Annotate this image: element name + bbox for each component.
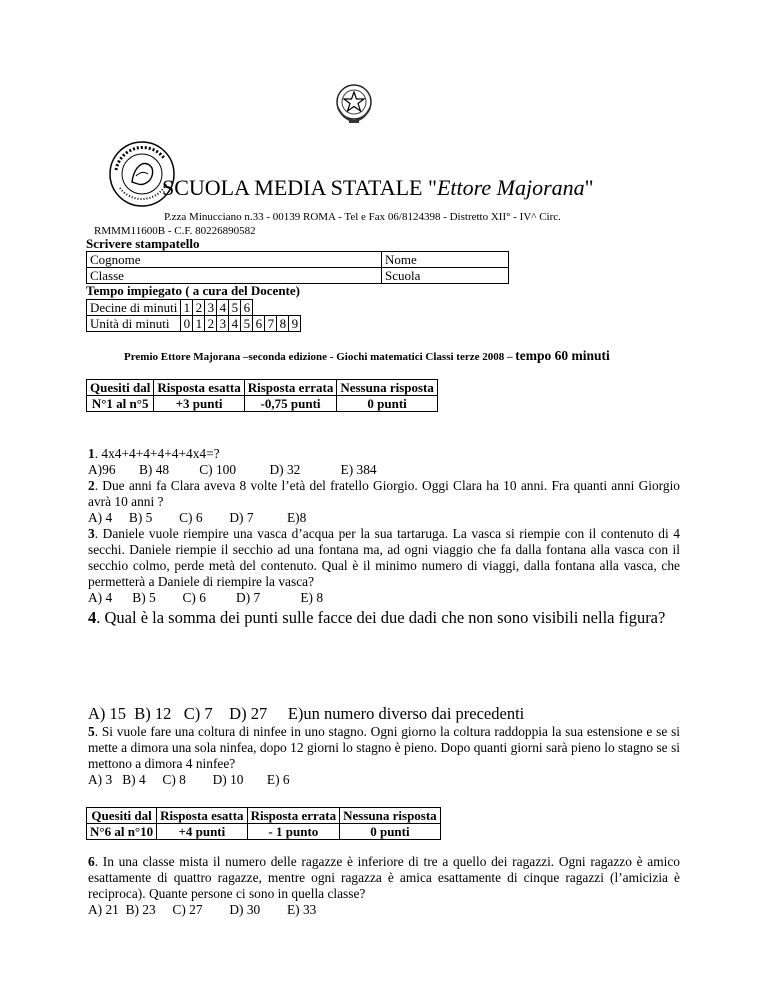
score1-h0: Quesiti dal — [87, 380, 154, 396]
score-table-1 — [86, 379, 438, 412]
question-1: 1. 4x4+4+4+4+4+4x4=? — [88, 446, 220, 461]
score-table-2 — [86, 807, 441, 840]
unita-cell[interactable]: 0 — [181, 316, 193, 332]
decine-cell[interactable]: 2 — [193, 300, 205, 316]
score2-h3: Nessuna risposta — [340, 808, 441, 824]
time-heading: Tempo impiegato ( a cura del Docente) — [86, 283, 300, 298]
score1-c3: 0 punti — [337, 396, 438, 412]
unita-cell[interactable]: 8 — [277, 316, 289, 332]
republic-emblem-icon — [334, 82, 374, 124]
decine-cell[interactable]: 4 — [217, 300, 229, 316]
nome-field[interactable]: Nome — [382, 252, 509, 268]
score1-h2: Risposta errata — [244, 380, 337, 396]
unita-cell[interactable]: 6 — [253, 316, 265, 332]
question-6: 6. In una classe mista il numero delle ragazze è inferiore di tre a quello dei ragazzi. Ogni ragazzo è amico esattamente di quattro ragazze, mentre ogni ragazza è amica esattamente di cinque ragazzi (l’amicizia è reciproca). Quante persone ci sono in quella classe? — [88, 854, 680, 901]
question-5: 5. Si vuole fare una coltura di ninfee in uno stagno. Ogni giorno la coltura raddoppia la sua estensione e se si mette a dimora una sola ninfea, dopo 12 giorni lo stagno è pieno. Dopo quanti giorni sarà pieno lo stagno se si mettono a dimora 4 ninfee? — [88, 724, 680, 771]
question-6-options: A) 21 B) 23 C) 27 D) 30 E) 33 — [88, 902, 317, 917]
question-2: 2. Due anni fa Clara aveva 8 volte l’età del fratello Giorgio. Oggi Clara ha 10 anni. Fra quanti anni Giorgio avrà 10 anni ? — [88, 478, 680, 509]
score1-h3: Nessuna risposta — [337, 380, 438, 396]
unita-cell[interactable]: 4 — [229, 316, 241, 332]
score2-c2: - 1 punto — [247, 824, 340, 840]
time-table — [86, 299, 301, 332]
score2-h0: Quesiti dal — [87, 808, 157, 824]
school-title: SCUOLA MEDIA STATALE "Ettore Majorana" — [162, 175, 594, 200]
decine-cell[interactable]: 1 — [181, 300, 193, 316]
unita-cell[interactable]: 9 — [289, 316, 301, 332]
question-4-options: A) 15 B) 12 C) 7 D) 27 E)un numero diverso dai precedenti — [88, 704, 525, 723]
question-3: 3. Daniele vuole riempire una vasca d’acqua per la sua tartaruga. La vasca si riempie con il contenuto di 4 secchi. Daniele riempie il secchio ad una fontana ma, ad ogni viaggio che fa dalla fontana alla vasca con il secchio colmo, perde metà del contenuto. Qual è il minimo numero di viaggi, dalla fontana alla vasca, che permetterà a Daniele di riempire la vasca? — [88, 526, 680, 589]
score1-h1: Risposta esatta — [154, 380, 244, 396]
unita-cell[interactable]: 3 — [217, 316, 229, 332]
score1-c1: +3 punti — [154, 396, 244, 412]
score2-h1: Risposta esatta — [157, 808, 247, 824]
unita-cell[interactable]: 7 — [265, 316, 277, 332]
decine-cell[interactable]: 5 — [229, 300, 241, 316]
question-5-options: A) 3 B) 4 C) 8 D) 10 E) 6 — [88, 772, 290, 787]
question-1-options: A)96 B) 48 C) 100 D) 32 E) 384 — [88, 462, 377, 477]
score1-c2: -0,75 punti — [244, 396, 337, 412]
scuola-field[interactable]: Scuola — [382, 268, 509, 284]
school-address: P.zza Minucciano n.33 - 00139 ROMA - Tel e Fax 06/8124398 - Distretto XII° - IV^ Circ. — [164, 211, 561, 223]
score2-c1: +4 punti — [157, 824, 247, 840]
score2-c0: N°6 al n°10 — [87, 824, 157, 840]
cognome-field[interactable]: Cognome — [87, 252, 382, 268]
score2-c3: 0 punti — [340, 824, 441, 840]
student-info-table — [86, 251, 509, 284]
premio-line: Premio Ettore Majorana –seconda edizione - Giochi matematici Classi terze 2008 – tempo 60 minuti — [124, 348, 610, 363]
question-2-options: A) 4 B) 5 C) 6 D) 7 E)8 — [88, 510, 307, 525]
score2-h2: Risposta errata — [247, 808, 340, 824]
unita-cell[interactable]: 1 — [193, 316, 205, 332]
score1-c0: N°1 al n°5 — [87, 396, 154, 412]
unita-label: Unità di minuti — [87, 316, 181, 332]
school-code: RMMM11600B - C.F. 80226890582 — [94, 225, 256, 237]
decine-cell[interactable]: 6 — [241, 300, 253, 316]
classe-field[interactable]: Classe — [87, 268, 382, 284]
write-instruction: Scrivere stampatello — [86, 236, 200, 251]
question-4: 4. Qual è la somma dei punti sulle facce dei due dadi che non sono visibili nella figura? — [88, 608, 666, 627]
unita-cell[interactable]: 5 — [241, 316, 253, 332]
decine-cell[interactable]: 3 — [205, 300, 217, 316]
question-3-options: A) 4 B) 5 C) 6 D) 7 E) 8 — [88, 590, 324, 605]
unita-cell[interactable]: 2 — [205, 316, 217, 332]
decine-label: Decine di minuti — [87, 300, 181, 316]
